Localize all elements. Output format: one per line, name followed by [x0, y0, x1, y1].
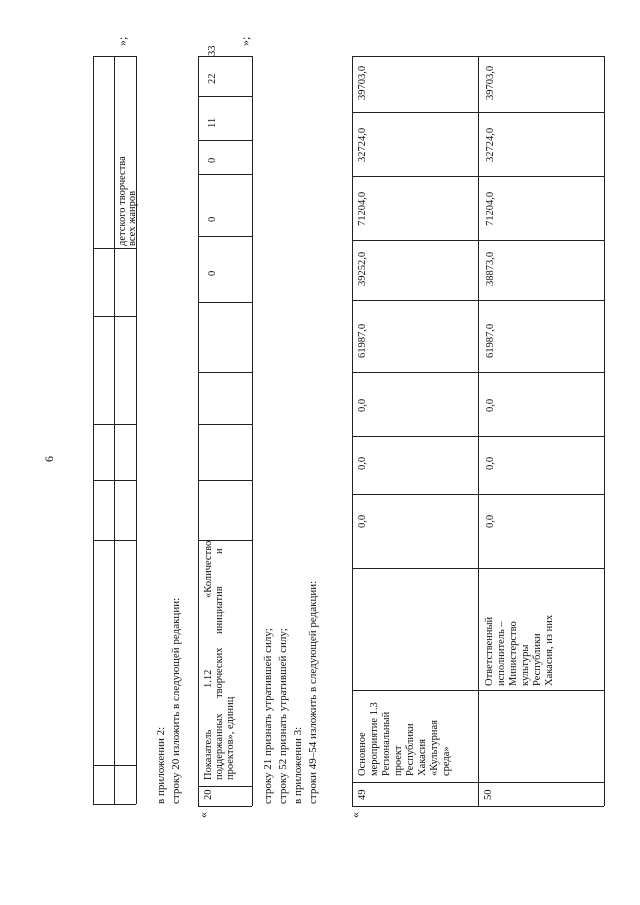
- row49-number: 49: [357, 789, 368, 800]
- row49-name-line: Хакасия: [417, 739, 428, 776]
- row50-value: 0,0: [485, 514, 496, 528]
- row49-value: 71204,0: [357, 191, 368, 226]
- page-number: 6: [42, 456, 56, 462]
- row49-value: 39252,0: [357, 251, 368, 286]
- row50-value: 39703,0: [485, 65, 496, 100]
- row50-value: 71204,0: [485, 191, 496, 226]
- row50-name-line: исполнитель –: [496, 621, 507, 686]
- table-top-cell-line: всех жанров: [127, 190, 138, 246]
- row49-name-line: Основное: [357, 732, 368, 776]
- row50-name-line: Министерство: [508, 621, 519, 686]
- row49-name-line: среда»: [441, 746, 452, 776]
- row50-value: 61987,0: [485, 323, 496, 358]
- row49-value: 61987,0: [357, 323, 368, 358]
- row49-value: 0,0: [357, 514, 368, 528]
- row49-name-line: Региональный: [381, 711, 392, 776]
- row50-value: 0,0: [485, 456, 496, 470]
- row20-value: 22: [207, 73, 218, 84]
- row20-value: 0: [207, 216, 218, 222]
- row49-name-line: проект: [393, 745, 404, 776]
- row20-indicator-word: 1.12: [203, 669, 214, 688]
- row50-value: 32724,0: [485, 127, 496, 162]
- row20-value: 33: [207, 45, 218, 56]
- row49-value: 0,0: [357, 398, 368, 412]
- row50-name-line: культуры: [520, 644, 531, 686]
- row20-indicator-word: и: [214, 548, 225, 554]
- row20-indicator-word: «Количество: [203, 540, 214, 598]
- row49-value: 39703,0: [357, 65, 368, 100]
- row20-indicator-word: поддержанных: [214, 713, 225, 780]
- row50-number: 50: [483, 789, 494, 800]
- section2-line: строку 21 признать утратившей силу;: [262, 628, 274, 804]
- row50-value: 0,0: [485, 398, 496, 412]
- row50-value: 38873,0: [485, 251, 496, 286]
- row20-indicator-word: проектов», единиц: [225, 696, 236, 780]
- section2-line: в приложении 3:: [292, 726, 304, 804]
- row50-name-line: Ответственный: [484, 616, 495, 686]
- intro-line: строку 20 изложить в следующей редакции:: [170, 597, 182, 804]
- intro-line: в приложении 2:: [155, 726, 167, 804]
- row49-value: 0,0: [357, 456, 368, 470]
- row49-name-line: «Культурная: [429, 720, 440, 776]
- row20-indicator-word: Показатель: [203, 729, 214, 780]
- opening-quote-2: «: [196, 812, 210, 818]
- closing-quote-1: »;: [115, 36, 129, 46]
- row49-name-line: Республики: [405, 723, 416, 776]
- row20-value: 0: [207, 157, 218, 163]
- closing-quote-2: »;: [238, 36, 252, 46]
- row50-name-line: Хакасия, из них: [544, 614, 555, 686]
- row49-value: 32724,0: [357, 127, 368, 162]
- row20-indicator-word: инициатив: [214, 586, 225, 634]
- table-top-cell-line: детского творчества: [117, 156, 128, 246]
- row20-value: 0: [207, 270, 218, 276]
- row50-name-line: Республики: [532, 633, 543, 686]
- row20-indicator-word: творческих: [214, 647, 225, 698]
- row20-value: 11: [207, 117, 218, 128]
- row49-name-line: мероприятие 1.3: [369, 702, 380, 776]
- section2-line: строки 49–54 изложить в следующей редакции:: [307, 580, 319, 804]
- row20-number: 20: [203, 789, 214, 800]
- opening-quote-3: «: [348, 812, 362, 818]
- section2-line: строку 52 признать утратившей силу;: [277, 628, 289, 804]
